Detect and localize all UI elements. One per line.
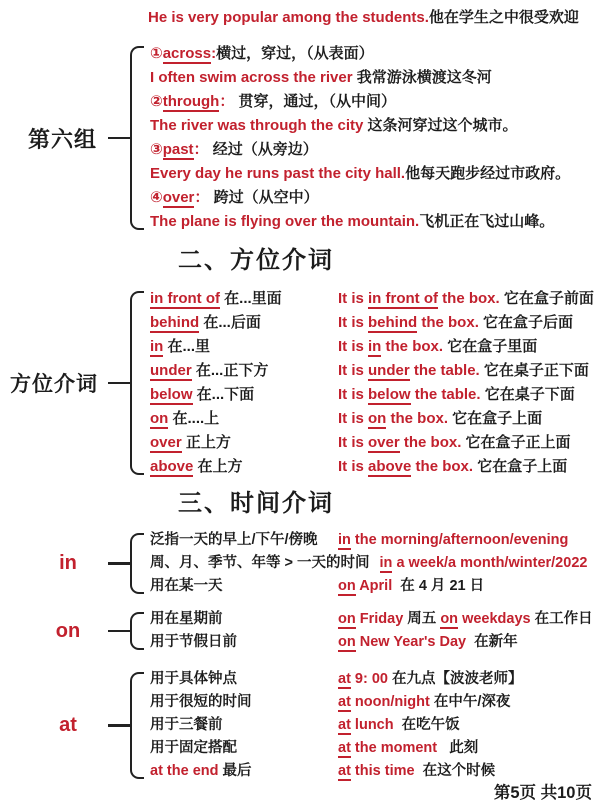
text-segment: 它在桌子下面 — [480, 386, 575, 403]
text-segment: 用于固定搭配 — [150, 740, 237, 756]
text-segment: 在新年 — [470, 634, 518, 650]
text-segment: weekdays — [458, 611, 535, 627]
text-segment: under — [150, 362, 192, 379]
section3-heading: 三、时间介词 — [178, 490, 334, 517]
text-segment: ： — [219, 93, 239, 110]
example-cell — [338, 608, 593, 631]
text-segment: ④ — [150, 189, 163, 206]
content-row — [150, 575, 600, 598]
curly-brace — [130, 291, 144, 475]
text-segment: at — [338, 694, 351, 710]
text-segment: 他在学生之中很受欢迎 — [428, 9, 579, 26]
position-prepositions-block — [0, 287, 600, 479]
text-segment: 周五 — [407, 611, 441, 627]
text-segment: 最后 — [218, 763, 252, 779]
text-segment: 飞机正在飞过山峰。 — [419, 213, 555, 230]
definition-cell — [150, 668, 338, 691]
text-segment: behind — [368, 314, 418, 331]
text-segment: 在...后面 — [199, 314, 261, 331]
example-cell — [338, 407, 542, 431]
text-segment: ： — [193, 141, 213, 158]
example-cell — [338, 714, 460, 737]
content-row — [150, 668, 600, 691]
text-segment: It is — [338, 314, 369, 331]
content-row — [150, 552, 600, 575]
at-block — [0, 668, 600, 783]
text-segment: Friday — [355, 611, 408, 627]
text-segment: It is — [338, 458, 369, 475]
text-segment: lunch — [350, 717, 398, 733]
text-segment: over — [368, 434, 400, 451]
text-segment: He is very popular among the students. — [148, 9, 429, 26]
text-segment: 它在桌子正下面 — [479, 362, 589, 379]
text-segment: 用于节假日前 — [150, 634, 237, 650]
content-row — [150, 287, 600, 311]
example-cell — [338, 311, 573, 335]
text-segment: 在中午/深夜 — [433, 694, 511, 710]
content-row — [150, 162, 600, 186]
at-label: at — [59, 714, 77, 736]
example-cell — [338, 529, 568, 552]
definition-cell — [150, 737, 338, 760]
content-row — [150, 407, 600, 431]
text-segment: at — [338, 763, 351, 779]
text-segment: over — [150, 434, 182, 451]
on-rows — [150, 608, 600, 654]
group6-label: 第六组 — [28, 126, 98, 152]
text-segment: on — [150, 410, 169, 427]
definition-cell — [150, 359, 338, 383]
text-segment: 这条河穿过这个城市。 — [367, 117, 518, 134]
text-segment: the box. — [386, 410, 449, 427]
text-segment: : — [211, 45, 217, 62]
in-block — [0, 529, 600, 598]
example-cell — [338, 631, 518, 654]
text-segment: below — [150, 386, 193, 403]
text-segment: April — [355, 578, 393, 594]
content-row — [150, 455, 600, 479]
text-segment: the box. — [399, 434, 462, 451]
content-row — [150, 359, 600, 383]
text-segment: 在....上 — [168, 410, 220, 427]
text-segment: 用在星期前 — [150, 611, 223, 627]
example-cell — [338, 287, 594, 311]
text-segment: 我常游泳横渡这冬河 — [356, 69, 492, 86]
text-segment: 在工作日 — [534, 611, 593, 627]
on-label: on — [55, 619, 81, 642]
text-segment: the morning/afternoon/evening — [350, 532, 569, 548]
text-segment: 周、月、季节、年等 > 一天的时间 — [150, 555, 370, 571]
example-cell — [338, 668, 523, 691]
example-cell — [338, 431, 571, 455]
text-segment: It is — [338, 290, 369, 307]
text-segment: 贯穿，通过，（从中间） — [238, 93, 397, 110]
content-row — [150, 691, 600, 714]
text-segment: The plane is flying over the mountain. — [150, 213, 420, 230]
content-row — [150, 42, 600, 66]
text-segment: the box. — [438, 290, 500, 307]
definition-cell — [150, 631, 338, 654]
in-label: in — [59, 552, 77, 574]
definition-cell — [150, 335, 338, 359]
text-segment: 用在某一天 — [150, 578, 223, 594]
content-row — [150, 90, 600, 114]
text-segment: It is — [338, 362, 369, 379]
curly-brace — [130, 672, 144, 779]
text-segment: Every day he runs past the city hall. — [150, 165, 406, 182]
content-row — [150, 66, 600, 90]
text-segment: It is — [338, 434, 369, 451]
text-segment: 它在盒子上面 — [448, 410, 543, 427]
text-segment: 在九点【波波老师】 — [392, 671, 523, 687]
text-segment: 经过（从旁边） — [212, 141, 318, 158]
example-cell — [338, 691, 510, 714]
text-segment: 它在盒子后面 — [478, 314, 574, 331]
text-segment: through — [162, 93, 220, 110]
example-cell — [338, 455, 567, 479]
text-segment: in — [379, 555, 393, 571]
text-segment: on — [338, 634, 356, 650]
content-row — [150, 529, 600, 552]
intro-sentence — [148, 7, 600, 28]
text-segment: this time — [350, 763, 419, 779]
text-segment: New Year's Day — [355, 634, 471, 650]
text-segment: at — [338, 671, 351, 687]
text-segment: 此刻 — [441, 740, 479, 756]
curly-brace — [130, 533, 144, 594]
text-segment: ① — [150, 45, 163, 62]
example-cell — [338, 335, 537, 359]
text-segment: It is — [338, 386, 369, 403]
text-segment: 它在盒子里面 — [443, 338, 538, 355]
section2-heading: 二、方位介词 — [178, 247, 334, 274]
text-segment: The river was through the city — [150, 117, 368, 134]
text-segment: in front of — [150, 290, 220, 307]
text-segment: 在吃午饭 — [397, 717, 460, 733]
text-segment: past — [162, 141, 194, 158]
text-segment: 用于三餐前 — [150, 717, 223, 733]
text-segment: It is — [338, 410, 369, 427]
curly-brace — [130, 46, 144, 230]
content-row — [150, 311, 600, 335]
position-prepositions-rows — [150, 287, 600, 479]
text-segment: above — [150, 458, 194, 475]
text-segment: below — [368, 386, 411, 403]
text-segment: on — [338, 611, 356, 627]
document-page — [0, 7, 600, 807]
text-segment: on — [440, 611, 459, 627]
definition-cell — [150, 529, 338, 552]
text-segment: the box. — [417, 314, 479, 331]
text-segment: 在...里 — [163, 338, 211, 355]
definition-cell — [150, 714, 338, 737]
definition-cell — [150, 608, 338, 631]
text-segment: 在 4 月 21 日 — [392, 578, 485, 594]
example-cell — [338, 575, 484, 598]
content-row — [150, 737, 600, 760]
content-row — [150, 138, 600, 162]
position-prepositions-label: 方位介词 — [10, 373, 98, 396]
text-segment: 他每天跑步经过市政府。 — [405, 165, 571, 182]
example-cell — [338, 383, 575, 407]
text-segment: 用于很短的时间 — [150, 694, 252, 710]
text-segment: on — [368, 410, 387, 427]
text-segment: 在这个时候 — [418, 763, 496, 779]
definition-cell — [150, 383, 338, 407]
text-segment: 跨过（从空中） — [213, 189, 319, 206]
content-row — [150, 631, 600, 654]
definition-cell — [150, 431, 338, 455]
content-row — [150, 383, 600, 407]
definition-cell — [150, 552, 380, 575]
text-segment: I often swim across the river — [150, 69, 357, 86]
text-segment: 在...下面 — [192, 386, 255, 403]
text-segment: 横过，穿过，（从表面） — [216, 45, 374, 62]
text-segment: at the end — [150, 763, 219, 779]
text-segment: in — [338, 532, 351, 548]
text-segment: the box. — [381, 338, 444, 355]
content-row — [150, 186, 600, 210]
text-segment: at — [338, 717, 351, 733]
text-segment: across — [162, 45, 212, 62]
content-row — [150, 114, 600, 138]
text-segment: over — [162, 189, 195, 206]
group6-rows — [150, 42, 600, 234]
text-segment: It is — [338, 338, 369, 355]
definition-cell — [150, 407, 338, 431]
text-segment: noon/night — [350, 694, 434, 710]
text-segment: under — [368, 362, 410, 379]
definition-cell — [150, 575, 338, 598]
text-segment: above — [368, 458, 412, 475]
definition-cell — [150, 287, 338, 311]
text-segment: in front of — [368, 290, 438, 307]
definition-cell — [150, 760, 338, 783]
text-segment: 它在盒子正上面 — [461, 434, 571, 451]
in-rows — [150, 529, 600, 598]
definition-cell — [150, 455, 338, 479]
group6-block — [0, 42, 600, 234]
on-block — [0, 608, 600, 654]
text-segment: 在上方 — [193, 458, 243, 475]
example-cell — [338, 760, 495, 783]
text-segment: ② — [150, 93, 163, 110]
definition-cell — [150, 311, 338, 335]
text-segment: 它在盒子上面 — [473, 458, 568, 475]
text-segment: in — [150, 338, 164, 355]
text-segment: behind — [150, 314, 200, 331]
text-segment: the table. — [410, 386, 481, 403]
content-row — [150, 714, 600, 737]
text-segment: the box. — [411, 458, 474, 475]
text-segment: ： — [194, 189, 214, 206]
text-segment: 正上方 — [181, 434, 231, 451]
page-number: 第5页 共10页 — [493, 784, 592, 802]
definition-cell — [150, 691, 338, 714]
example-cell — [338, 737, 478, 760]
text-segment: 在...正下方 — [191, 362, 269, 379]
content-row — [150, 608, 600, 631]
content-row — [150, 210, 600, 234]
content-row — [150, 431, 600, 455]
text-segment: ③ — [150, 141, 163, 158]
text-segment: 在...里面 — [219, 290, 282, 307]
example-cell — [380, 552, 588, 575]
curly-brace — [130, 612, 144, 650]
text-segment: in — [368, 338, 382, 355]
content-row — [150, 335, 600, 359]
text-segment: at — [338, 740, 351, 756]
text-segment: a week/a month/winter/2022 — [392, 555, 588, 571]
example-cell — [338, 359, 589, 383]
text-segment: on — [338, 578, 356, 594]
text-segment: 它在盒子前面 — [499, 290, 594, 307]
at-rows — [150, 668, 600, 783]
text-segment: 用于具体钟点 — [150, 671, 237, 687]
text-segment: the table. — [409, 362, 480, 379]
text-segment: the moment — [350, 740, 442, 756]
text-segment: 泛指一天的早上/下午/傍晚 — [150, 532, 318, 548]
text-segment: 9: 00 — [350, 671, 393, 687]
